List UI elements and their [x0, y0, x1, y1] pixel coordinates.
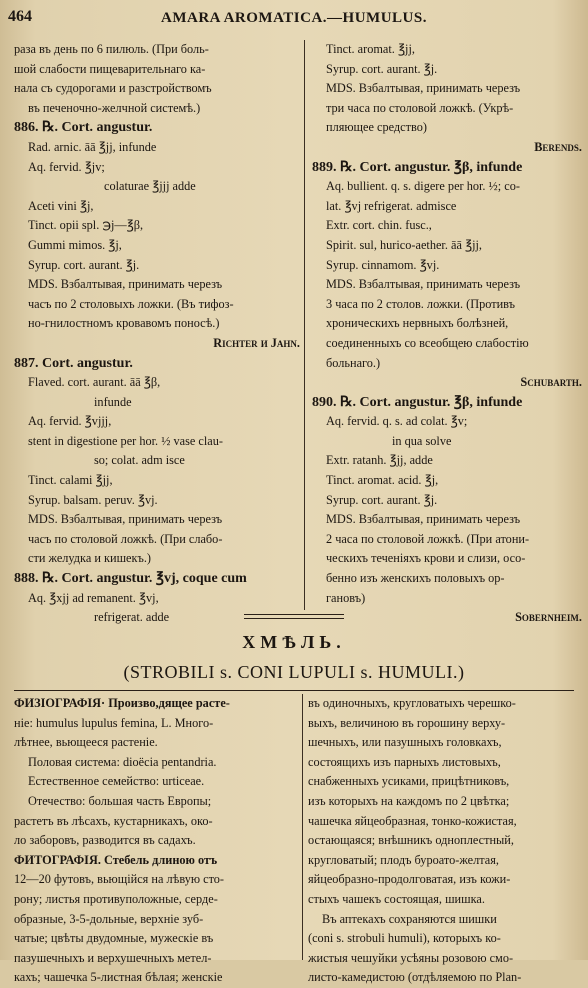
text-line: so; colat. adm isce — [94, 453, 185, 468]
text-line: refrigerat. adde — [94, 610, 170, 625]
column-divider — [304, 40, 305, 610]
text-line: раза въ день по 6 пилюль. (При боль- — [14, 42, 209, 56]
text-line: Gummi mimos. ℥j, — [28, 237, 122, 252]
text-line: Syrup. cort. aurant. ℥j. — [326, 61, 438, 76]
text-line: кахъ; чашечка 5-листная бѣлая; женскіе — [14, 970, 223, 985]
page-number: 464 — [8, 8, 32, 25]
text-line: MDS. Взбалтывая, принимать черезъ — [326, 512, 521, 527]
text-line: Berends. — [534, 139, 582, 154]
right-column — [312, 40, 582, 628]
text-line: (coni s. strobuli humuli), которыхъ ко- — [308, 931, 501, 946]
text-line: 886. ℞. Cort. angustur. — [14, 120, 153, 136]
lower-column-divider — [302, 694, 303, 960]
text-line: MDS. Взбалтывая, принимать черезъ — [28, 512, 223, 527]
text-line: шечныхъ, или пазушныхъ головкахъ, — [308, 735, 502, 750]
text-line: выхъ, величиною въ горошину верху- — [308, 715, 506, 730]
text-line: Flaved. cort. aurant. āā ℥β, — [28, 375, 161, 390]
text-line: ФИЗІОГРАФІЯ· Произво,дящее расте- — [14, 696, 230, 710]
text-line: гановъ) — [326, 590, 366, 605]
text-line: жистыя чешуйки усѣяны розовою смо- — [308, 950, 514, 965]
text-line: Въ аптекахъ сохраняются шишки — [322, 911, 497, 926]
lower-left-column — [14, 694, 298, 988]
section-subtitle: (STROBILI s. CONI LUPULI s. HUMULI.) — [123, 662, 465, 682]
text-line: lat. ℥vj refrigerat. admisce — [326, 198, 457, 213]
text-line: 890. ℞. Cort. angustur. ℥β, infunde — [312, 394, 523, 410]
text-line: MDS. Взбалтывая, принимать черезъ — [326, 81, 521, 96]
text-line: Extr. cort. chin. fusc., — [326, 218, 432, 233]
text-line: MDS. Взбалтывая, принимать черезъ — [326, 277, 521, 292]
text-line: Syrup. cort. aurant. ℥j. — [28, 257, 140, 272]
text-line: Aq. ℥xjj ad remanent. ℥vj, — [28, 590, 159, 605]
text-line: Tinct. aromat. ℥jj, — [326, 42, 415, 56]
text-line: нала съ судорогами и разстройствомъ — [14, 81, 212, 96]
section-title: ХМѢЛЬ. — [242, 632, 346, 652]
text-line: 3 часа по 2 столов. ложки. (Противъ — [326, 296, 516, 311]
text-line: Schubarth. — [520, 375, 582, 390]
text-line: Половая система: dioëcia pentandria. — [28, 754, 217, 769]
text-line: stent in digestione per hor. ½ vase clau- — [28, 433, 223, 448]
text-line: часъ по 2 столовыхъ ложки. (Въ тифоз- — [28, 296, 234, 311]
text-line: infunde — [94, 394, 132, 409]
text-line: Syrup. cort. aurant. ℥j. — [326, 492, 438, 507]
text-line: кругловатый; плодъ буроато-желтая, — [308, 852, 499, 867]
text-line: Syrup. balsam. peruv. ℥vj. — [28, 492, 158, 507]
text-line: MDS. Взбалтывая, принимать черезъ — [28, 277, 223, 292]
text-line: пляющее средство) — [326, 120, 427, 135]
text-line: образные, 3-5-дольные, верхніе зуб- — [14, 911, 204, 926]
text-line: шой слабости пищеварительнаго ка- — [14, 61, 206, 76]
text-line: Richter и Jahn. — [213, 335, 300, 350]
text-line: ло заборовъ, разводится въ садахъ. — [14, 833, 196, 848]
text-line: Rad. arnic. āā ℥jj, infunde — [28, 139, 157, 154]
text-line: Aq. fervid. q. s. ad colat. ℥v; — [326, 414, 468, 429]
text-line: въ печеночно-желчной системѣ.) — [28, 100, 201, 115]
text-line: Aceti vini ℥j, — [28, 198, 94, 213]
text-line: листо-камедистою (отдѣляемою по Plan- — [308, 970, 522, 985]
text-line: in qua solve — [392, 433, 452, 448]
text-line: яйцеобразно-продолговатая, изъ кожи- — [308, 872, 511, 887]
text-line: въ одиночныхъ, кругловатыхъ черешко- — [308, 696, 516, 710]
text-line: Aq. bullient. q. s. digere per hor. ½; co- — [326, 179, 520, 194]
text-line: Отечество: большая часть Европы; — [28, 793, 212, 808]
lower-right-column — [308, 694, 582, 988]
text-line: colaturae ℥jjj adde — [104, 179, 196, 194]
text-line: растетъ въ лѣсахъ, кустарникахъ, око- — [14, 813, 213, 828]
text-line: Tinct. aromat. acid. ℥j, — [326, 473, 439, 488]
text-line: лѣтнее, вьющееся растеніе. — [14, 735, 158, 750]
left-column — [14, 40, 300, 628]
text-line: Tinct. calami ℥jj, — [28, 473, 113, 488]
section-separator — [244, 614, 344, 619]
text-line: 2 часа по столовой ложкѣ. (При атони- — [326, 531, 530, 546]
text-line: ніе: humulus lupulus femina, L. Много- — [14, 715, 214, 730]
section-rule — [14, 690, 574, 691]
text-line: остающаяся; внѣшникъ одноплестный, — [308, 833, 514, 848]
text-line: Aq. fervid. ℥vjjj, — [28, 414, 112, 429]
text-line: Tinct. opii spl. ℈j—℥β, — [28, 218, 144, 233]
text-line: Extr. ratanh. ℥jj, adde — [326, 453, 433, 468]
text-line: ческихъ теченіяхъ крови и слизи, осо- — [326, 551, 526, 566]
running-title: AMARA AROMATICA.—HUMULUS. — [161, 10, 427, 26]
text-line: снабженныхъ усиками, прицѣтниковъ, — [308, 774, 510, 789]
text-line: Sobernheim. — [515, 610, 582, 625]
text-line: состоящихъ изъ парныхъ листовыхъ, — [308, 754, 501, 769]
text-line: Aq. fervid. ℥jv; — [28, 159, 105, 174]
text-line: стыхъ чашекъ состоящая, шишка. — [308, 891, 485, 906]
text-line: чашечка яйцеобразная, тонко-кожистая, — [308, 813, 517, 828]
text-line: пазушечныхъ и верхушечныхъ метел- — [14, 950, 212, 965]
text-line: 887. Cort. angustur. — [14, 355, 133, 371]
text-line: 889. ℞. Cort. angustur. ℥β, infunde — [312, 159, 523, 175]
page-header — [8, 8, 580, 30]
text-line: но-гнилостномъ кровавомъ поносѣ.) — [28, 316, 220, 331]
text-line: Syrup. cinnamom. ℥vj. — [326, 257, 440, 272]
text-line: рону; листья противуположные, серде- — [14, 891, 218, 906]
text-line: Естественное семейство: urticeae. — [28, 774, 205, 789]
text-line: Spirit. sul, hurico-aether. āā ℥jj, — [326, 237, 482, 252]
text-line: больнаго.) — [326, 355, 381, 370]
text-line: три часа по столовой ложкѣ. (Укрѣ- — [326, 100, 514, 115]
text-line: сти желудка и кишекъ.) — [28, 551, 152, 566]
text-line: 12—20 футовъ, вьющійся на лѣвую сто- — [14, 872, 225, 887]
text-line: изъ которыхъ на каждомъ по 2 цвѣтка; — [308, 793, 510, 808]
text-line: часъ по столовой ложкѣ. (При слабо- — [28, 531, 223, 546]
text-line: ФИТОГРАФІЯ. Стебель длиною отъ — [14, 852, 218, 867]
text-line: соединенныхъ со всеобщею слабостію — [326, 335, 529, 350]
text-line: чатые; цвѣты двудомные, мужескіе въ — [14, 931, 214, 946]
text-line: бенно изъ женскихъ половыхъ ор- — [326, 571, 505, 586]
text-line: 888. ℞. Cort. angustur. ℥vj, coque cum — [14, 571, 247, 587]
text-line: хроническихъ нервныхъ болѣзней, — [326, 316, 509, 331]
